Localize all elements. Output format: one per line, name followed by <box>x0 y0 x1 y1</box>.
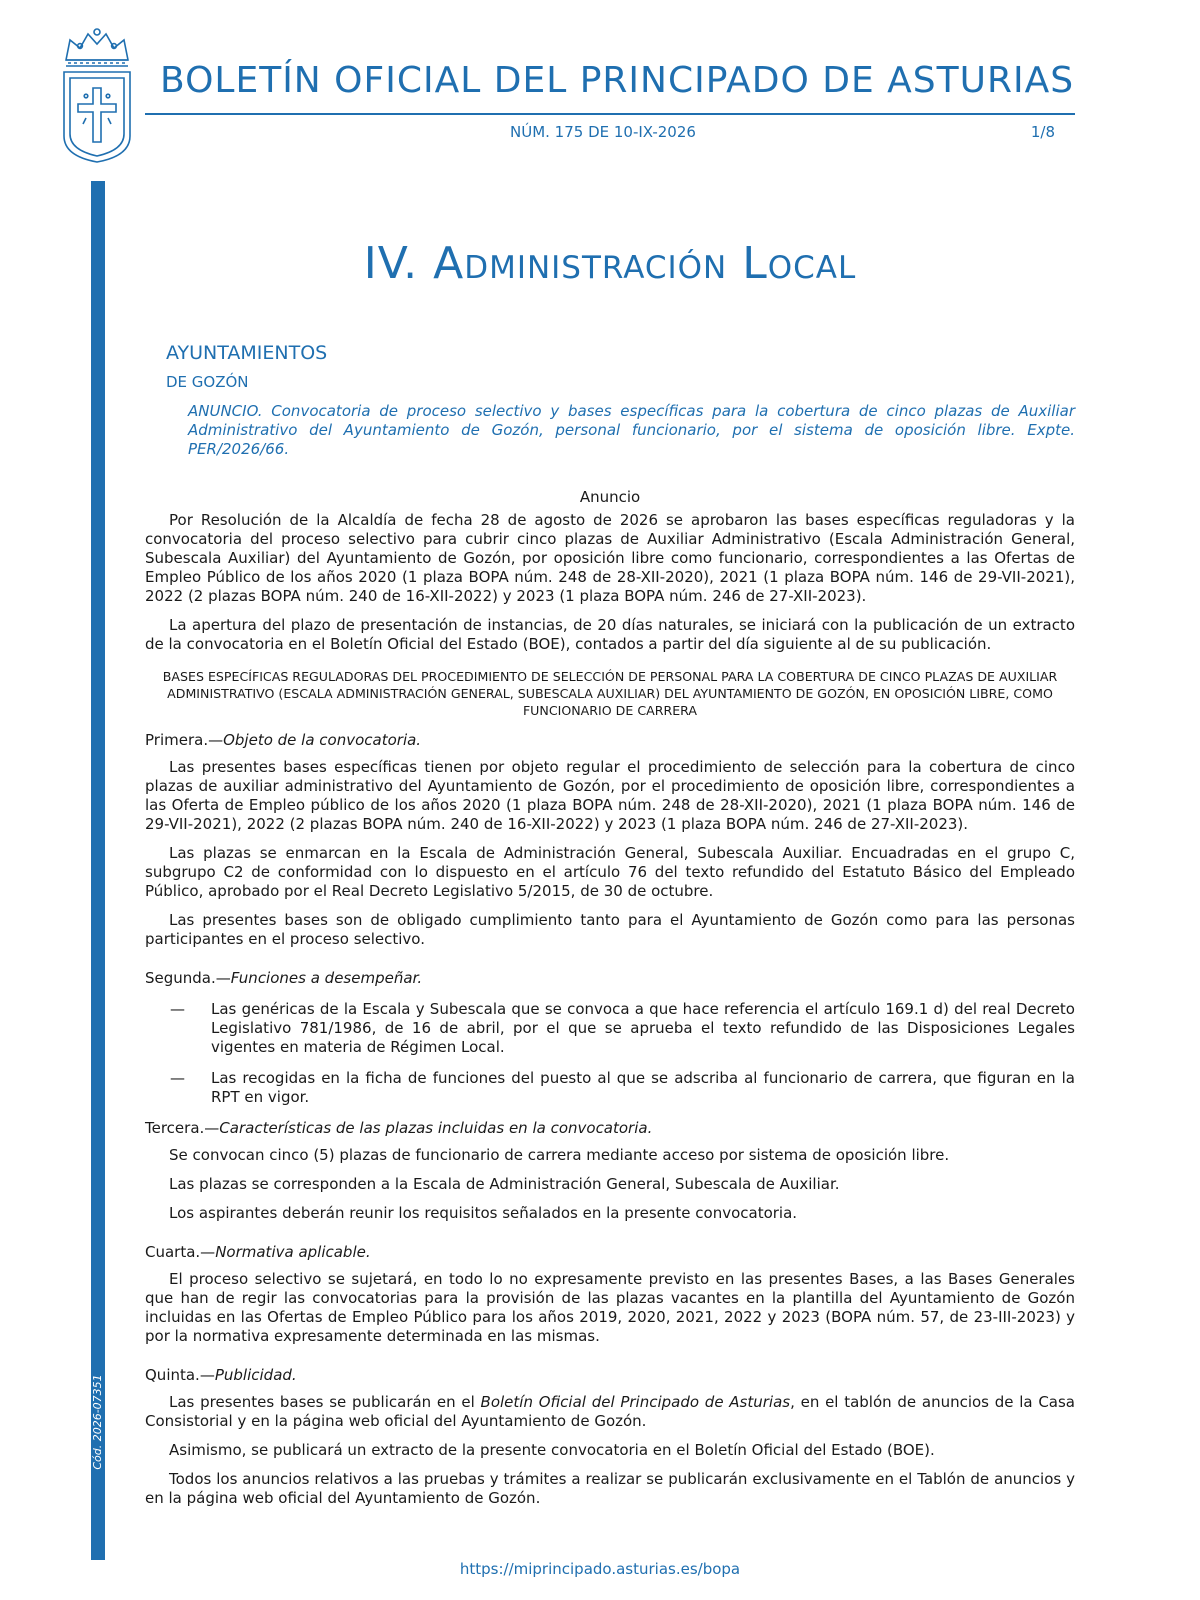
organization-subtitle: DE GOZÓN <box>166 373 249 391</box>
paragraph: Se convocan cinco (5) plazas de funcionario de carrera mediante acceso por sistema de oposición libre. <box>169 1146 950 1164</box>
list-dash: — <box>170 1000 185 1018</box>
paragraph: Todos los anuncios relativos a las pruebas y trámites a realizar se publicarán exclusivamente en el Tablón de anuncios y en la página web oficial del Ayuntamiento de Gozón. <box>145 1470 1075 1507</box>
article-label: Cuarta.— <box>145 1243 216 1261</box>
paragraph: La apertura del plazo de presentación de instancias, de 20 días naturales, se iniciará con la publicación de un extracto de la convocatoria en el Boletín Oficial del Estado (BOE), contados a partir del día siguiente al de su publicación. <box>145 616 1075 653</box>
article-heading-cuarta <box>145 1243 1075 1262</box>
article-label: Primera.— <box>145 731 224 749</box>
functions-list <box>145 1000 1075 1107</box>
bulletin-title: BOLETÍN OFICIAL DEL PRINCIPADO DE ASTURIAS <box>160 60 1075 101</box>
document-body <box>145 488 1075 1518</box>
article-title: Publicidad. <box>214 1366 297 1384</box>
list-item <box>145 1000 1075 1057</box>
bulletin-name: Boletín Oficial del Principado de Asturias <box>480 1393 791 1411</box>
document-code: Cód. 2026-07351 <box>91 1374 104 1470</box>
text-span: , en el tablón de anuncios de la Casa Consistorial y en la página web oficial del Ayuntamiento de Gozón. <box>145 1393 1075 1430</box>
article-label: Tercera.— <box>145 1119 220 1137</box>
section-title: IV. Administración Local <box>363 238 857 289</box>
paragraph: Las presentes bases son de obligado cumplimiento tanto para el Ayuntamiento de Gozón como para las personas participantes en el proceso selectivo. <box>145 911 1075 948</box>
article-title: Funciones a desempeñar. <box>230 969 423 987</box>
paragraph: Por Resolución de la Alcaldía de fecha 28 de agosto de 2026 se aprobaron las bases específicas reguladoras y la convocatoria del proceso selectivo para cubrir cinco plazas de Auxiliar Administrativo (Escala Administración General, Subescala Auxiliar) del Ayuntamiento de Gozón, por oposición libre como funcionario, correspondientes a las Ofertas de Empleo Público de los años 2020 (1 plaza BOPA núm. 248 de 28-XII-2020), 2021 (1 plaza BOPA núm. 146 de 29-VII-2021), 2022 (2 plazas BOPA núm. 240 de 16-XII-2022) y 2023 (1 plaza BOPA núm. 246 de 27-XII-2023). <box>145 511 1075 605</box>
footer-link[interactable]: https://miprincipado.asturias.es/bopa <box>459 1560 741 1578</box>
list-item-text: Las recogidas en la ficha de funciones del puesto al que se adscriba al funcionario de carrera, que figuran en la RPT en vigor. <box>211 1069 1075 1106</box>
paragraph: Asimismo, se publicará un extracto de la presente convocatoria en el Boletín Oficial del Estado (BOE). <box>169 1441 935 1459</box>
list-item <box>145 1069 1075 1107</box>
masthead-divider <box>145 113 1075 115</box>
paragraph: Los aspirantes deberán reunir los requisitos señalados en la presente convocatoria. <box>169 1204 798 1222</box>
paragraph: Las plazas se enmarcan en la Escala de Administración General, Subescala Auxiliar. Encuadradas en el grupo C, subgrupo C2 de conformidad con lo dispuesto en el artículo 76 del texto refundido del Estatuto Básico del Empleado Público, aprobado por el Real Decreto Legislativo 5/2015, de 30 de octubre. <box>145 844 1075 900</box>
bases-heading: BASES ESPECÍFICAS REGULADORAS DEL PROCEDIMIENTO DE SELECCIÓN DE PERSONAL PARA LA COBERTURA DE CINCO PLAZAS DE AUXILIAR ADMINISTRATIVO (ESCALA ADMINISTRACIÓN GENERAL, SUBESCALA AUXILIAR) DEL AYUNTAMIENTO DE GOZÓN, EN OPOSICIÓN LIBRE, COMO FUNCIONARIO DE CARRERA <box>162 669 1058 718</box>
list-dash: — <box>170 1069 185 1087</box>
side-bar <box>91 181 105 1560</box>
article-label: Segunda.— <box>145 969 231 987</box>
notice-summary: ANUNCIO. Convocatoria de proceso selectivo y bases específicas para la cobertura de cinco plazas de Auxiliar Administrativo del Ayuntamiento de Gozón, personal funcionario, por el sistema de oposición libre. Expte. PER/2026/66. <box>188 402 1075 458</box>
page-count: 1/8 <box>1030 123 1055 141</box>
article-heading-tercera <box>145 1119 1075 1138</box>
issue-line <box>145 123 1075 143</box>
organization-title: AYUNTAMIENTOS <box>166 342 328 364</box>
article-label: Quinta.— <box>145 1366 215 1384</box>
article-title: Normativa aplicable. <box>215 1243 371 1261</box>
paragraph: Las presentes bases específicas tienen por objeto regular el procedimiento de selección para la cobertura de cinco plazas de auxiliar administrativo del Ayuntamiento de Gozón, por el procedimiento de oposición libre, correspondientes a las Oferta de Empleo público de los años 2020 (1 plaza BOPA núm. 248 de 28-XII-2020), 2021 (1 plaza BOPA núm. 146 de 29-VII-2021), 2022 (2 plazas BOPA núm. 240 de 16-XII-2022) y 2023 (1 plaza BOPA núm. 246 de 27-XII-2023). <box>145 758 1075 833</box>
issue-number: NÚM. 175 DE 10-IX-2026 <box>510 123 696 141</box>
article-heading-segunda <box>145 969 1075 988</box>
article-title: Objeto de la convocatoria. <box>223 731 422 749</box>
paragraph: El proceso selectivo se sujetará, en todo lo no expresamente previsto en las presentes Bases, a las Bases Generales que han de regir las convocatorias para la provisión de las plazas vacantes en la plantilla del Ayuntamiento de Gozón incluidas en las Ofertas de Empleo Público para los años 2019, 2020, 2021, 2022 y 2023 (BOPA núm. 57, de 23-III-2023) y por la normativa expresamente determinada en las mismas. <box>145 1270 1075 1345</box>
anuncio-heading: Anuncio <box>579 488 641 506</box>
article-heading-primera <box>145 731 1075 750</box>
paragraph: Las plazas se corresponden a la Escala de Administración General, Subescala de Auxiliar. <box>169 1175 840 1193</box>
text-span: Las presentes bases se publicarán en el <box>169 1393 481 1411</box>
coat-of-arms-icon <box>60 26 134 164</box>
article-heading-quinta <box>145 1366 1075 1385</box>
article-title: Características de las plazas incluidas en la convocatoria. <box>219 1119 653 1137</box>
list-item-text: Las genéricas de la Escala y Subescala que se convoca a que hace referencia el artículo 169.1 d) del real Decreto Legislativo 781/1986, de 16 de abril, por el que se aprueba el texto refundido de las Disposiciones Legales vigentes en materia de Régimen Local. <box>211 1000 1075 1056</box>
paragraph <box>145 1393 1075 1431</box>
